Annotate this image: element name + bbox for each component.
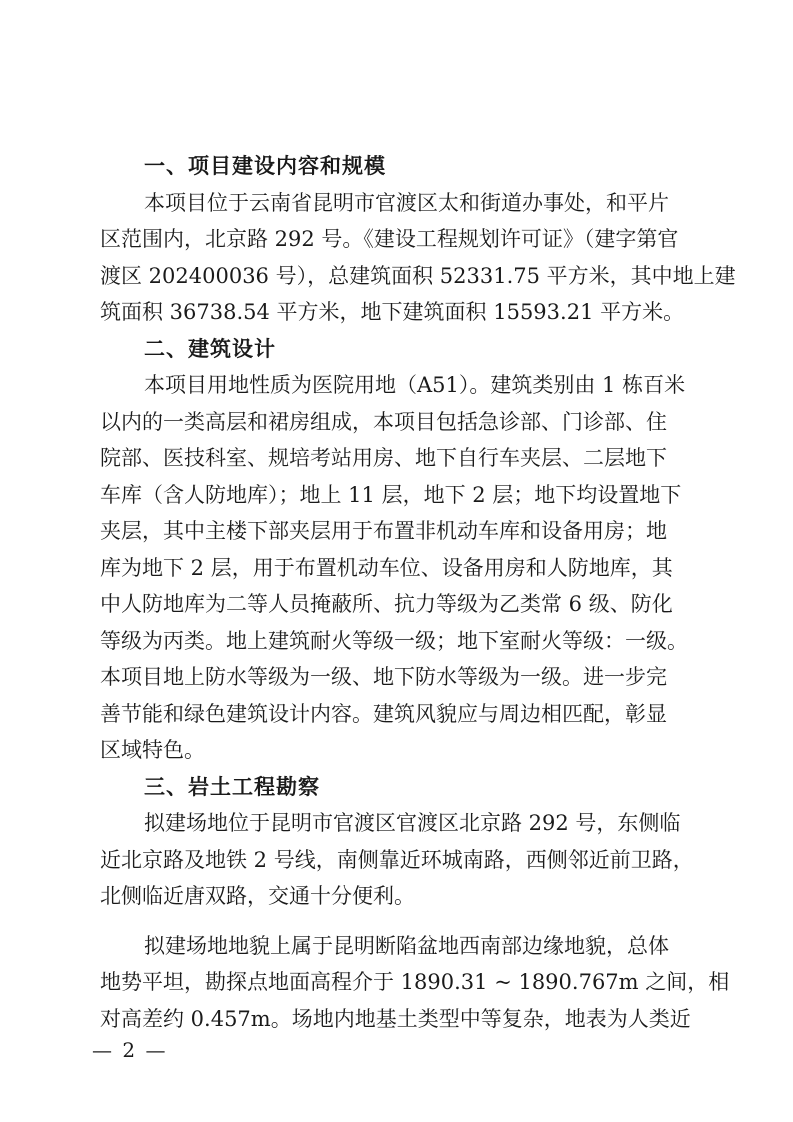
text-line: 以内的一类高层和裙房组成，本项目包括急诊部、门诊部、住: [100, 409, 667, 434]
paragraph: [100, 185, 736, 331]
text-line: 拟建场地位于昆明市官渡区官渡区北京路 292 号，东侧临: [144, 811, 681, 835]
text-line: 本项目地上防水等级为一级、地下防水等级为一级。进一步完: [100, 665, 667, 689]
paragraph: [100, 928, 730, 1038]
text-line: 地势平坦，勘探点地面高程介于 1890.31 ~ 1890.767m 之间，相: [100, 970, 730, 994]
text-line: 区域特色。: [100, 738, 205, 762]
paragraph: [100, 805, 700, 915]
text-line: 本项目用地性质为医院用地（A51）。建筑类别由 1 栋百米: [144, 373, 686, 397]
text-line: 区范围内，北京路 292 号。《建设工程规划许可证》（建字第官: [100, 227, 679, 251]
section-heading: 三、岩土工程勘察: [144, 774, 320, 799]
text-line: 院部、医技科室、规培考站用房、地下自行车夹层、二层地下: [100, 446, 667, 470]
text-line: 库为地下 2 层，用于布置机动车位、设备用房和人防地库，其: [100, 555, 673, 580]
text-line: 等级为丙类。地上建筑耐火等级一级；地下室耐火等级：一级。: [100, 628, 688, 653]
paragraph: [100, 367, 700, 769]
text-line: 中人防地库为二等人员掩蔽所、抗力等级为乙类常 6 级、防化: [100, 592, 673, 616]
text-line: 近北京路及地铁 2 号线，南侧靠近环城南路，西侧邻近前卫路，: [100, 847, 694, 872]
text-line: 北侧临近唐双路，交通十分便利。: [100, 884, 415, 908]
text-line: 对高差约 0.457m。场地内地基土类型中等复杂，地表为人类近: [100, 1006, 691, 1031]
text-line: 渡区 202400036 号），总建筑面积 52331.75 平方米，其中地上建: [100, 263, 736, 288]
section-heading: 一、项目建设内容和规模: [144, 154, 386, 178]
text-line: 拟建场地地貌上属于昆明断陷盆地西南部边缘地貌，总体: [144, 933, 669, 958]
text-line: 车库（含人防地库）；地上 11 层，地下 2 层；地下均设置地下: [100, 482, 682, 507]
section-heading: 二、建筑设计: [144, 336, 276, 361]
text-line: 本项目位于云南省昆明市官渡区太和街道办事处，和平片: [144, 190, 669, 215]
page-number: — 2 —: [92, 1038, 168, 1062]
text-line: 善节能和绿色建筑设计内容。建筑风貌应与周边相匹配，彰显: [100, 701, 667, 726]
text-line: 筑面积 36738.54 平方米，地下建筑面积 15593.21 平方米。: [100, 300, 685, 324]
document-body: [100, 148, 736, 1037]
text-line: 夹层，其中主楼下部夹层用于布置非机动车库和设备用房；地: [100, 519, 667, 543]
